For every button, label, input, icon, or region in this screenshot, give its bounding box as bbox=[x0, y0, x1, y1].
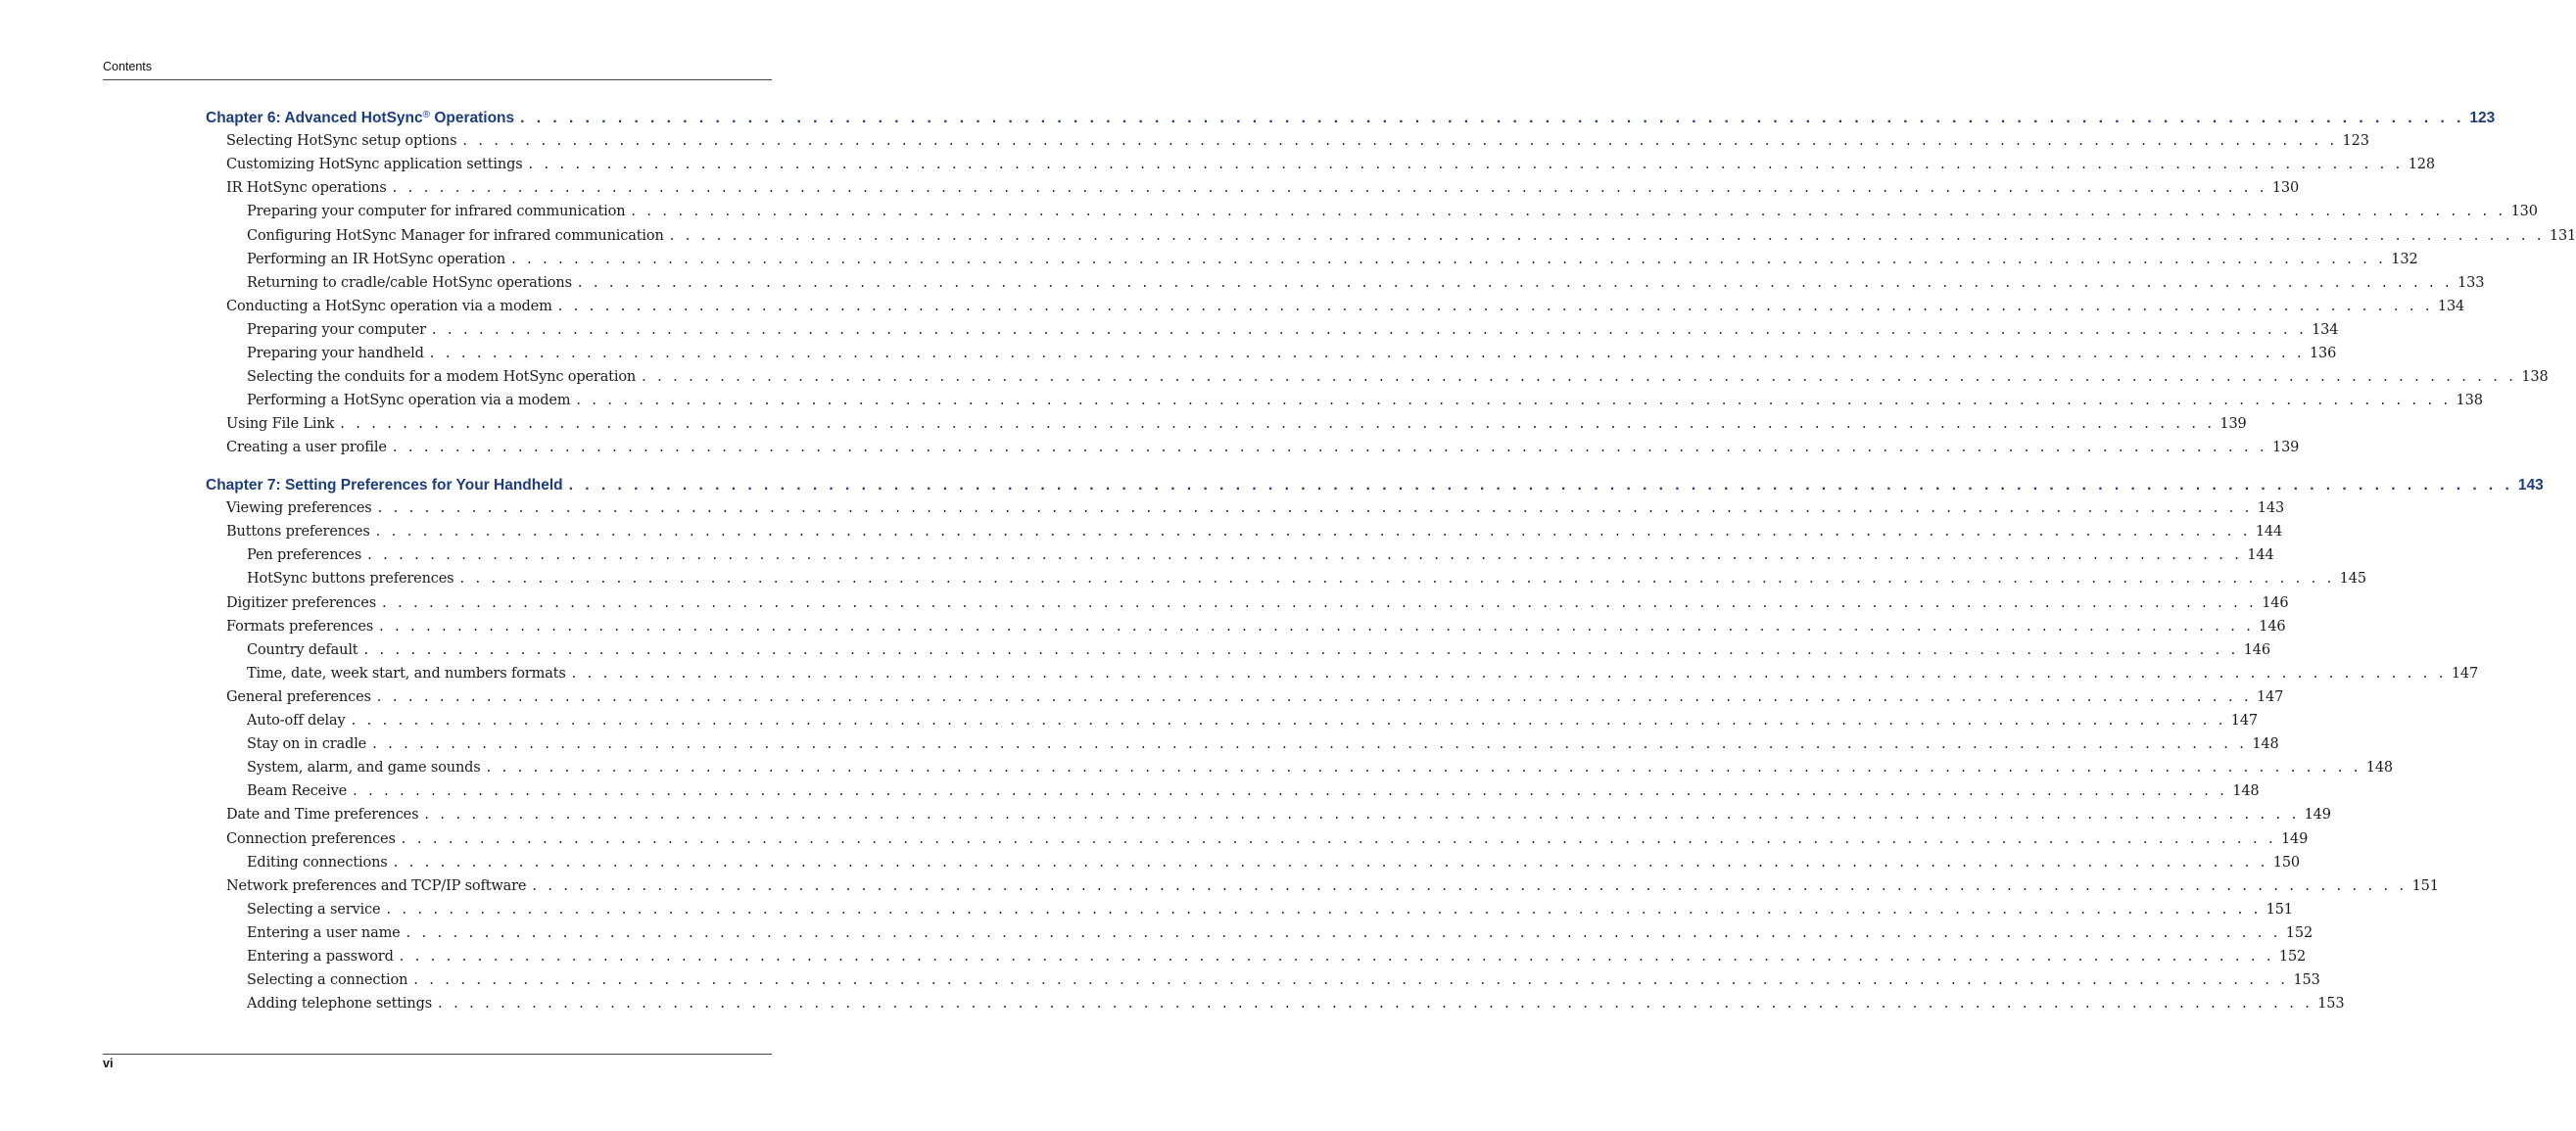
page-number-ref: 130 bbox=[2271, 180, 2300, 197]
toc-entry[interactable] bbox=[247, 972, 2320, 994]
page-number-ref: 145 bbox=[2339, 571, 2366, 588]
page-number-ref: 153 bbox=[2293, 972, 2320, 989]
entry-title: Pen preferences bbox=[247, 547, 362, 564]
dot-leader: . . . . . . . . . . . . . . . . . . . . . . . . . . . . . . . . . . . . . . . . . . . . . . . . . . . . . . . . . . . . . . . . . . . . . . . . . . . . . . . . . . . . . . . . . . . . . . . . . . . . . . . . . . . . . . . . . . . . . . . . bbox=[405, 924, 2281, 941]
toc-entry[interactable] bbox=[226, 440, 2300, 461]
entry-title: Beam Receive bbox=[247, 783, 348, 800]
page-number-ref: 146 bbox=[2259, 618, 2286, 635]
page-number-ref: 143 bbox=[2257, 500, 2285, 517]
dot-leader: . . . . . . . . . . . . . . . . . . . . . . . . . . . . . . . . . . . . . . . . . . . . . . . . . . . . . . . . . . . . . . . . . . . . . . . . . . . . . . . . . . . . . . . . . . . . . . . . . . . . . . . . . . . . . . . . . . . . . . . . bbox=[393, 854, 2268, 871]
dot-leader: . . . . . . . . . . . . . . . . . . . . . . . . . . . . . . . . . . . . . . . . . . . . . . . . . . . . . . . . . . . . . . . . . . . . . . . . . . . . . . . . . . . . . . . . . . . . . . . . . . . . . . . . . . . . . . . . . . . . . . . . bbox=[438, 996, 2314, 1013]
page-number-ref: 148 bbox=[2232, 783, 2260, 800]
toc-entry[interactable] bbox=[226, 830, 2309, 853]
entry-title: IR HotSync operations bbox=[226, 180, 387, 197]
entry-title: Selecting a service bbox=[247, 901, 381, 918]
entry-title: Entering a user name bbox=[247, 924, 401, 941]
dot-leader: . . . . . . . . . . . . . . . . . . . . . . . . . . . . . . . . . . . . . . . . . . . . . . . . . . . . . . . . . . . . . . . . . . . . . . . . . . . . . . . . . . . . . . . . . . . . . . . . . . . . . . . . . . . . . . . . . . . . . . . . bbox=[459, 571, 2335, 588]
dot-leader: . . . . . . . . . . . . . . . . . . . . . . . . . . . . . . . . . . . . . . . . . . . . . . . . . . . . . . . . . . . . . . . . . . . . . . . . . . . . . . . . . . . . . . . . . . . . . . . . . . . . . . . . . . . . . . . . . . . . . . . . bbox=[386, 901, 2262, 918]
entry-title: General preferences bbox=[226, 688, 371, 705]
toc-entry[interactable] bbox=[226, 688, 2284, 711]
entry-title: Selecting the conduits for a modem HotSync operation bbox=[247, 369, 637, 386]
page-number-ref: 152 bbox=[2285, 924, 2314, 941]
entry-title: Date and Time preferences bbox=[226, 807, 419, 824]
page-number-ref: 123 bbox=[2342, 133, 2369, 150]
page-number-ref: 146 bbox=[2243, 641, 2270, 658]
toc-entry[interactable] bbox=[247, 204, 2538, 225]
dot-leader: . . . . . . . . . . . . . . . . . . . . . . . . . . . . . . . . . . . . . . . . . . . . . . . . . . . . . . . . . . . . . . . . . . . . . . . . . . . . . . . . . . . . . . . . . . . . . . . . . . . . . . . . . . . . . . . . . . . . . . . . bbox=[568, 477, 2513, 494]
entry-title: Entering a password bbox=[247, 949, 394, 965]
running-header: Contents bbox=[103, 60, 153, 73]
toc-entry[interactable] bbox=[247, 996, 2345, 1017]
entry-title: Buttons preferences bbox=[226, 524, 370, 541]
page-number-ref: 147 bbox=[2451, 665, 2479, 682]
dot-leader: . . . . . . . . . . . . . . . . . . . . . . . . . . . . . . . . . . . . . . . . . . . . . . . . . . . . . . . . . . . . . . . . . . . . . . . . . . . . . . . . . . . . . . . . . . . . . . . . . . . . . . . . . . . . . . . . . . . . . . . . bbox=[399, 949, 2274, 965]
dot-leader: . . . . . . . . . . . . . . . . . . . . . . . . . . . . . . . . . . . . . . . . . . . . . . . . . . . . . . . . . . . . . . . . . . . . . . . . . . . . . . . . . . . . . . . . . . . . . . . . . . . . . . . . . . . . . . . . . . . . . . . . bbox=[392, 440, 2268, 456]
entry-title: Selecting HotSync setup options bbox=[226, 133, 457, 150]
dot-leader: . . . . . . . . . . . . . . . . . . . . . . . . . . . . . . . . . . . . . . . . . . . . . . . . . . . . . . . . . . . . . . . . . . . . . . . . . . . . . . . . . . . . . . . . . . . . . . . . . . . . . . . . . . . . . . . . . . . . . . . . bbox=[642, 369, 2517, 386]
page-number-ref: 130 bbox=[2510, 204, 2538, 220]
toc-entry[interactable] bbox=[247, 783, 2260, 805]
entry-title: Performing an IR HotSync operation bbox=[247, 251, 506, 267]
toc-entry[interactable] bbox=[247, 949, 2307, 970]
dot-leader: . . . . . . . . . . . . . . . . . . . . . . . . . . . . . . . . . . . . . . . . . . . . . . . . . . . . . . . . . . . . . . . . . . . . . . . . . . . . . . . . . . . . . . . . . . . . . . . . . . . . . . . . . . . . . . . . . . . . . . . . bbox=[392, 180, 2267, 197]
page-number-ref: 139 bbox=[2219, 416, 2247, 433]
toc-entry[interactable] bbox=[247, 571, 2366, 592]
dot-leader: . . . . . . . . . . . . . . . . . . . . . . . . . . . . . . . . . . . . . . . . . . . . . . . . . . . . . . . . . . . . . . . . . . . . . . . . . . . . . . . . . . . . . . . . . . . . . . . . . . . . . . . . . . . . . . . . . . . . . . . . bbox=[631, 204, 2506, 220]
entry-title: System, alarm, and game sounds bbox=[247, 760, 481, 777]
entry-title: Viewing preferences bbox=[226, 500, 372, 517]
entry-title: HotSync buttons preferences bbox=[247, 571, 454, 588]
dot-leader: . . . . . . . . . . . . . . . . . . . . . . . . . . . . . . . . . . . . . . . . . . . . . . . . . . . . . . . . . . . . . . . . . . . . . . . . . . . . . . . . . . . . . . . . . . . . . . . . . . . . . . . . . . . . . . . . . . . . . . . . bbox=[532, 877, 2408, 894]
toc-entry[interactable] bbox=[247, 736, 2279, 758]
entry-title: Network preferences and TCP/IP software bbox=[226, 877, 527, 894]
entry-title: Selecting a connection bbox=[247, 972, 408, 989]
page-number-ref: 146 bbox=[2262, 594, 2289, 611]
dot-leader: . . . . . . . . . . . . . . . . . . . . . . . . . . . . . . . . . . . . . . . . . . . . . . . . . . . . . . . . . . . . . . . . . . . . . . . . . . . . . . . . . . . . . . . . . . . . . . . . . . . . . . . . . . . . . . . . . . . . . . . . bbox=[340, 416, 2216, 433]
dot-leader: . . . . . . . . . . . . . . . . . . . . . . . . . . . . . . . . . . . . . . . . . . . . . . . . . . . . . . . . . . . . . . . . . . . . . . . . . . . . . . . . . . . . . . . . . . . . . . . . . . . . . . . . . . . . . . . . . . . . . . . . bbox=[367, 547, 2243, 564]
dot-leader: . . . . . . . . . . . . . . . . . . . . . . . . . . . . . . . . . . . . . . . . . . . . . . . . . . . . . . . . . . . . . . . . . . . . . . . . . . . . . . . . . . . . . . . . . . . . . . . . . . . . . . . . . . . . . . . . . . . . . . . . bbox=[413, 972, 2289, 989]
dot-leader: . . . . . . . . . . . . . . . . . . . . . . . . . . . . . . . . . . . . . . . . . . . . . . . . . . . . . . . . . . . . . . . . . . . . . . . . . . . . . . . . . . . . . . . . . . . . . . . . . . . . . . . . . . . . . . . . . . . . . . . . bbox=[462, 133, 2338, 150]
toc-entry[interactable] bbox=[247, 760, 2394, 781]
entry-title: Returning to cradle/cable HotSync operations bbox=[247, 274, 572, 291]
dot-leader: . . . . . . . . . . . . . . . . . . . . . . . . . . . . . . . . . . . . . . . . . . . . . . . . . . . . . . . . . . . . . . . . . . . . . . . . . . . . . . . . . . . . . . . . . . . . . . . . . . . . . . . . . . . . . . . . . . . . . . . . bbox=[375, 524, 2251, 541]
page-number-ref: 153 bbox=[2317, 996, 2345, 1013]
entry-title: Preparing your handheld bbox=[247, 346, 424, 361]
registered-mark: ® bbox=[422, 110, 431, 120]
entry-title: Creating a user profile bbox=[226, 440, 387, 456]
toc-entry[interactable] bbox=[226, 157, 2435, 178]
dot-leader: . . . . . . . . . . . . . . . . . . . . . . . . . . . . . . . . . . . . . . . . . . . . . . . . . . . . . . . . . . . . . . . . . . . . . . . . . . . . . . . . . . . . . . . . . . . . . . . . . . . . . . . . . . . . . . . . . . . . . . . . bbox=[486, 760, 2361, 777]
page-number-ref: 144 bbox=[2247, 547, 2274, 564]
toc-entry[interactable] bbox=[247, 641, 2270, 664]
page-number-ref: 138 bbox=[2521, 369, 2549, 386]
dot-leader: . . . . . . . . . . . . . . . . . . . . . . . . . . . . . . . . . . . . . . . . . . . . . . . . . . . . . . . . . . . . . . . . . . . . . . . . . . . . . . . . . . . . . . . . . . . . . . . . . . . . . . . . . . . . . . . . . . . . . . . . bbox=[372, 736, 2248, 753]
toc-entry[interactable] bbox=[247, 901, 2293, 923]
page-number-ref: 138 bbox=[2456, 393, 2483, 409]
dot-leader: . . . . . . . . . . . . . . . . . . . . . . . . . . . . . . . . . . . . . . . . . . . . . . . . . . . . . . . . . . . . . . . . . . . . . . . . . . . . . . . . . . . . . . . . . . . . . . . . . . . . . . . . . . . . . . . . . . . . . . . . bbox=[353, 783, 2228, 800]
page-number-ref: 123 bbox=[2469, 110, 2496, 126]
dot-leader: . . . . . . . . . . . . . . . . . . . . . . . . . . . . . . . . . . . . . . . . . . . . . . . . . . . . . . . . . . . . . . . . . . . . . . . . . . . . . . . . . . . . . . . . . . . . . . . . . . . . . . . . . . . . . . . . . . . . . . . . bbox=[557, 298, 2433, 314]
page-number-ref: 134 bbox=[2312, 321, 2339, 338]
entry-title: Auto-off delay bbox=[247, 713, 346, 729]
dot-leader: . . . . . . . . . . . . . . . . . . . . . . . . . . . . . . . . . . . . . . . . . . . . . . . . . . . . . . . . . . . . . . . . . . . . . . . . . . . . . . . . . . . . . . . . . . . . . . . . . . . . . . . . . . . . . . . . . . . . . . . . bbox=[576, 393, 2452, 409]
dot-leader: . . . . . . . . . . . . . . . . . . . . . . . . . . . . . . . . . . . . . . . . . . . . . . . . . . . . . . . . . . . . . . . . . . . . . . . . . . . . . . . . . . . . . . . . . . . . . . . . . . . . . . . . . . . . . . . . . . . . . . . . bbox=[577, 274, 2454, 291]
dot-leader: . . . . . . . . . . . . . . . . . . . . . . . . . . . . . . . . . . . . . . . . . . . . . . . . . . . . . . . . . . . . . . . . . . . . . . . . . . . . . . . . . . . . . . . . . . . . . . . . . . . . . . . . . . . . . . . . . . . . . . . . bbox=[520, 110, 2465, 126]
entry-title: Digitizer preferences bbox=[226, 594, 376, 611]
entry-title: Adding telephone settings bbox=[247, 996, 433, 1013]
entry-title: Customizing HotSync application settings bbox=[226, 157, 523, 173]
dot-leader: . . . . . . . . . . . . . . . . . . . . . . . . . . . . . . . . . . . . . . . . . . . . . . . . . . . . . . . . . . . . . . . . . . . . . . . . . . . . . . . . . . . . . . . . . . . . . . . . . . . . . . . . . . . . . . . . . . . . . . . . bbox=[571, 665, 2447, 682]
toc-entry[interactable] bbox=[247, 321, 2339, 344]
toc-entry[interactable] bbox=[226, 524, 2283, 545]
entry-title: Conducting a HotSync operation via a modem bbox=[226, 298, 552, 314]
toc-entry[interactable] bbox=[226, 618, 2286, 640]
dot-leader: . . . . . . . . . . . . . . . . . . . . . . . . . . . . . . . . . . . . . . . . . . . . . . . . . . . . . . . . . . . . . . . . . . . . . . . . . . . . . . . . . . . . . . . . . . . . . . . . . . . . . . . . . . . . . . . . . . . . . . . . bbox=[382, 594, 2258, 611]
page-number-ref: 147 bbox=[2230, 713, 2258, 729]
toc-entry[interactable] bbox=[226, 594, 2289, 617]
entry-title: Connection preferences bbox=[226, 830, 396, 847]
page-number-ref: 144 bbox=[2255, 524, 2283, 541]
toc-entry[interactable] bbox=[226, 877, 2439, 900]
toc-entry[interactable] bbox=[226, 500, 2285, 522]
entry-title: Time, date, week start, and numbers formats bbox=[247, 665, 566, 682]
page-number-ref: 131 bbox=[2549, 227, 2576, 244]
entry-title: Preparing your computer for infrared communication bbox=[247, 204, 626, 220]
page-number-ref: 136 bbox=[2309, 346, 2337, 361]
dot-leader: . . . . . . . . . . . . . . . . . . . . . . . . . . . . . . . . . . . . . . . . . . . . . . . . . . . . . . . . . . . . . . . . . . . . . . . . . . . . . . . . . . . . . . . . . . . . . . . . . . . . . . . . . . . . . . . . . . . . . . . . bbox=[376, 688, 2252, 705]
page-number-ref: 132 bbox=[2391, 251, 2418, 267]
page-number-ref: 151 bbox=[2411, 877, 2439, 894]
chapter-title: Chapter 6: Advanced HotSync® Operations bbox=[206, 110, 515, 126]
page-number-ref: 147 bbox=[2256, 688, 2284, 705]
page-number-ref: 149 bbox=[2304, 807, 2331, 824]
toc-entry[interactable] bbox=[226, 298, 2465, 320]
footer-rule bbox=[103, 1054, 772, 1055]
page-number: vi bbox=[103, 1057, 114, 1070]
dot-leader: . . . . . . . . . . . . . . . . . . . . . . . . . . . . . . . . . . . . . . . . . . . . . . . . . . . . . . . . . . . . . . . . . . . . . . . . . . . . . . . . . . . . . . . . . . . . . . . . . . . . . . . . . . . . . . . . . . . . . . . . bbox=[431, 321, 2308, 338]
toc-entry[interactable] bbox=[226, 807, 2331, 828]
page-number-ref: 148 bbox=[2365, 760, 2394, 777]
dot-leader: . . . . . . . . . . . . . . . . . . . . . . . . . . . . . . . . . . . . . . . . . . . . . . . . . . . . . . . . . . . . . . . . . . . . . . . . . . . . . . . . . . . . . . . . . . . . . . . . . . . . . . . . . . . . . . . . . . . . . . . . bbox=[424, 807, 2300, 824]
entry-title: Stay on in cradle bbox=[247, 736, 367, 753]
dot-leader: . . . . . . . . . . . . . . . . . . . . . . . . . . . . . . . . . . . . . . . . . . . . . . . . . . . . . . . . . . . . . . . . . . . . . . . . . . . . . . . . . . . . . . . . . . . . . . . . . . . . . . . . . . . . . . . . . . . . . . . . bbox=[377, 500, 2253, 517]
entry-title: Preparing your computer bbox=[247, 321, 426, 338]
toc-entry[interactable] bbox=[226, 180, 2300, 202]
page-number-ref: 148 bbox=[2252, 736, 2279, 753]
dot-leader: . . . . . . . . . . . . . . . . . . . . . . . . . . . . . . . . . . . . . . . . . . . . . . . . . . . . . . . . . . . . . . . . . . . . . . . . . . . . . . . . . . . . . . . . . . . . . . . . . . . . . . . . . . . . . . . . . . . . . . . . bbox=[511, 251, 2387, 267]
toc-entry[interactable] bbox=[226, 133, 2369, 155]
page-number-ref: 151 bbox=[2266, 901, 2293, 918]
toc-entry[interactable] bbox=[247, 393, 2483, 414]
toc-entry[interactable] bbox=[226, 416, 2247, 438]
dot-leader: . . . . . . . . . . . . . . . . . . . . . . . . . . . . . . . . . . . . . . . . . . . . . . . . . . . . . . . . . . . . . . . . . . . . . . . . . . . . . . . . . . . . . . . . . . . . . . . . . . . . . . . . . . . . . . . . . . . . . . . . bbox=[379, 618, 2255, 635]
entry-title: Editing connections bbox=[247, 854, 388, 871]
entry-title: Formats preferences bbox=[226, 618, 374, 635]
dot-leader: . . . . . . . . . . . . . . . . . . . . . . . . . . . . . . . . . . . . . . . . . . . . . . . . . . . . . . . . . . . . . . . . . . . . . . . . . . . . . . . . . . . . . . . . . . . . . . . . . . . . . . . . . . . . . . . . . . . . . . . . bbox=[363, 641, 2239, 658]
page-number-ref: 152 bbox=[2278, 949, 2307, 965]
entry-title: Country default bbox=[247, 641, 358, 658]
page-number-ref: 139 bbox=[2272, 440, 2300, 456]
toc-entry[interactable] bbox=[247, 274, 2485, 297]
page-number-ref: 149 bbox=[2280, 830, 2309, 847]
entry-title: Performing a HotSync operation via a modem bbox=[247, 393, 571, 409]
toc-entry[interactable] bbox=[247, 665, 2479, 687]
toc-chapter-entry[interactable] bbox=[206, 477, 2544, 498]
toc-entry[interactable] bbox=[247, 227, 2576, 250]
toc-entry[interactable] bbox=[247, 924, 2314, 947]
page-number-ref: 134 bbox=[2437, 298, 2465, 314]
page-number-ref: 128 bbox=[2408, 157, 2435, 173]
toc-entry[interactable] bbox=[247, 369, 2549, 391]
page-number-ref: 150 bbox=[2272, 854, 2300, 871]
entry-title: Using File Link bbox=[226, 416, 335, 433]
dot-leader: . . . . . . . . . . . . . . . . . . . . . . . . . . . . . . . . . . . . . . . . . . . . . . . . . . . . . . . . . . . . . . . . . . . . . . . . . . . . . . . . . . . . . . . . . . . . . . . . . . . . . . . . . . . . . . . . . . . . . . . . bbox=[401, 830, 2276, 847]
toc-chapter-entry[interactable] bbox=[206, 110, 2496, 131]
toc-entry[interactable] bbox=[247, 854, 2300, 876]
dot-leader: . . . . . . . . . . . . . . . . . . . . . . . . . . . . . . . . . . . . . . . . . . . . . . . . . . . . . . . . . . . . . . . . . . . . . . . . . . . . . . . . . . . . . . . . . . . . . . . . . . . . . . . . . . . . . . . . . . . . . . . . bbox=[528, 157, 2404, 173]
page-number-ref: 143 bbox=[2517, 477, 2544, 494]
entry-title: Configuring HotSync Manager for infrared communication bbox=[247, 227, 664, 244]
toc-entry[interactable] bbox=[247, 251, 2418, 273]
dot-leader: . . . . . . . . . . . . . . . . . . . . . . . . . . . . . . . . . . . . . . . . . . . . . . . . . . . . . . . . . . . . . . . . . . . . . . . . . . . . . . . . . . . . . . . . . . . . . . . . . . . . . . . . . . . . . . . . . . . . . . . . bbox=[669, 227, 2545, 244]
toc-entry[interactable] bbox=[247, 547, 2274, 569]
chapter-title: Chapter 7: Setting Preferences for Your Handheld bbox=[206, 477, 563, 494]
dot-leader: . . . . . . . . . . . . . . . . . . . . . . . . . . . . . . . . . . . . . . . . . . . . . . . . . . . . . . . . . . . . . . . . . . . . . . . . . . . . . . . . . . . . . . . . . . . . . . . . . . . . . . . . . . . . . . . . . . . . . . . . bbox=[351, 713, 2226, 729]
dot-leader: . . . . . . . . . . . . . . . . . . . . . . . . . . . . . . . . . . . . . . . . . . . . . . . . . . . . . . . . . . . . . . . . . . . . . . . . . . . . . . . . . . . . . . . . . . . . . . . . . . . . . . . . . . . . . . . . . . . . . . . . bbox=[429, 346, 2305, 361]
toc-entry[interactable] bbox=[247, 713, 2258, 734]
toc-entry[interactable] bbox=[247, 346, 2337, 367]
page-number-ref: 133 bbox=[2457, 274, 2485, 291]
